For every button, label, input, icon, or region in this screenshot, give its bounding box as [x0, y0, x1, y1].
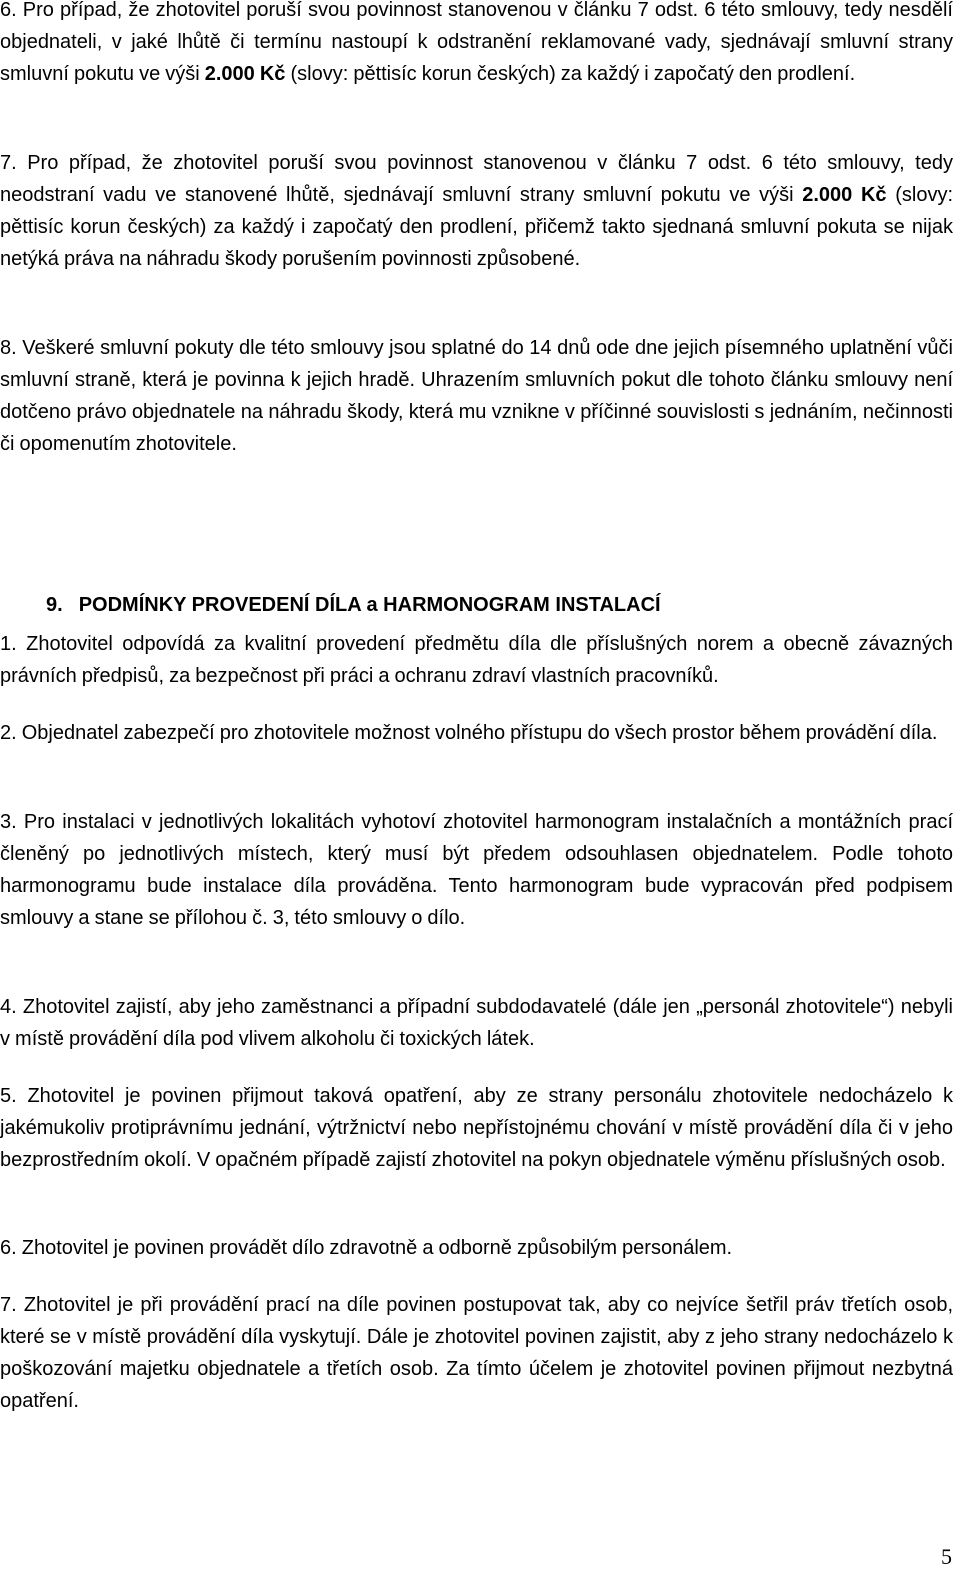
page-number: 5: [941, 1544, 952, 1569]
paragraph-8-6-text-b: (slovy: pěttisíc korun českých) za každý i započatý den prodlení.: [285, 63, 856, 85]
paragraph-8-6-text-a: 6. Pro případ, že zhotovitel poruší svou povinnost stanovenou v článku 7 odst. 6 této smlouvy, tedy nesdělí objednateli, v jaké lhůtě či termínu nastoupí k odstranění reklamované vady, sjednávají smluvní strany smluvní pokutu ve výši: [0, 0, 953, 85]
paragraph-8-7: [0, 147, 953, 275]
paragraph-8-6: [0, 0, 953, 90]
section-9-item-3: 3. Pro instalaci v jednotlivých lokalitách vyhotoví zhotovitel harmonogram instalačních a montážních prací členěný po jednotlivých místech, který musí být předem odsouhlasen objednatelem. Podle tohoto harmonogramu bude instalace díla prováděna. Tento harmonogram bude vypracován před podpisem smlouvy a stane se přílohou č. 3, této smlouvy o dílo.: [0, 811, 953, 929]
penalty-amount: 2.000 Kč: [802, 184, 887, 206]
section-9-item-4: 4. Zhotovitel zajistí, aby jeho zaměstnanci a případní subdodavatelé (dále jen „personál zhotovitele“) nebyli v místě provádění díla pod vlivem alkoholu či toxických látek.: [0, 996, 953, 1050]
section-title: PODMÍNKY PROVEDENÍ DÍLA a HARMONOGRAM INSTALACÍ: [78, 594, 661, 616]
paragraph-8-8: 8. Veškeré smluvní pokuty dle této smlouvy jsou splatné do 14 dnů ode dne jejich písemného uplatnění vůči smluvní straně, která je povinna k jejich hradě. Uhrazením smluvních pokut dle tohoto článku smlouvy není dotčeno právo objednatele na náhradu škody, která mu vznikne v příčinné souvislosti s jednáním, nečinnosti či opomenutím zhotovitele.: [0, 337, 953, 455]
section-9-item-7: 7. Zhotovitel je při provádění prací na díle povinen postupovat tak, aby co nejvíce šetřil práv třetích osob, které se v místě provádění díla vyskytují. Dále je zhotovitel povinen zajistit, aby z jeho strany nedocházelo k poškozování majetku objednatele a třetích osob. Za tímto účelem je zhotovitel povinen přijmout nezbytná opatření.: [0, 1294, 953, 1412]
paragraph-8-7-text-a: 7. Pro případ, že zhotovitel poruší svou povinnost stanovenou v článku 7 odst. 6 této smlouvy, tedy neodstraní vadu ve stanovené lhůtě, sjednávají smluvní strany smluvní pokutu ve výši: [0, 152, 953, 206]
section-9-item-6: 6. Zhotovitel je povinen provádět dílo zdravotně a odborně způsobilým personálem.: [0, 1237, 733, 1259]
section-number: 9.: [46, 594, 63, 616]
section-9-item-5: 5. Zhotovitel je povinen přijmout taková opatření, aby ze strany personálu zhotovitele nedocházelo k jakémukoliv protiprávnímu jednání, výtržnictví nebo nepřístojnému chování v místě provádění díla či v jeho bezprostředním okolí. V opačném případě zajistí zhotovitel na pokyn objednatele výměnu příslušných osob.: [0, 1085, 953, 1171]
section-heading: [46, 589, 661, 621]
paragraph-8-7-text-b: (slovy: pěttisíc korun českých) za každý i započatý den prodlení, přičemž takto sjednaná smluvní pokuta se nijak netýká práva na náhradu škody porušením povinnosti způsobené.: [0, 184, 954, 270]
section-9-item-2: 2. Objednatel zabezpečí pro zhotovitele možnost volného přístupu do všech prostor během provádění díla.: [0, 722, 938, 744]
penalty-amount: 2.000 Kč: [204, 63, 286, 85]
section-9-item-1: 1. Zhotovitel odpovídá za kvalitní provedení předmětu díla dle příslušných norem a obecně závazných právních předpisů, za bezpečnost při práci a ochranu zdraví vlastních pracovníků.: [0, 633, 953, 687]
